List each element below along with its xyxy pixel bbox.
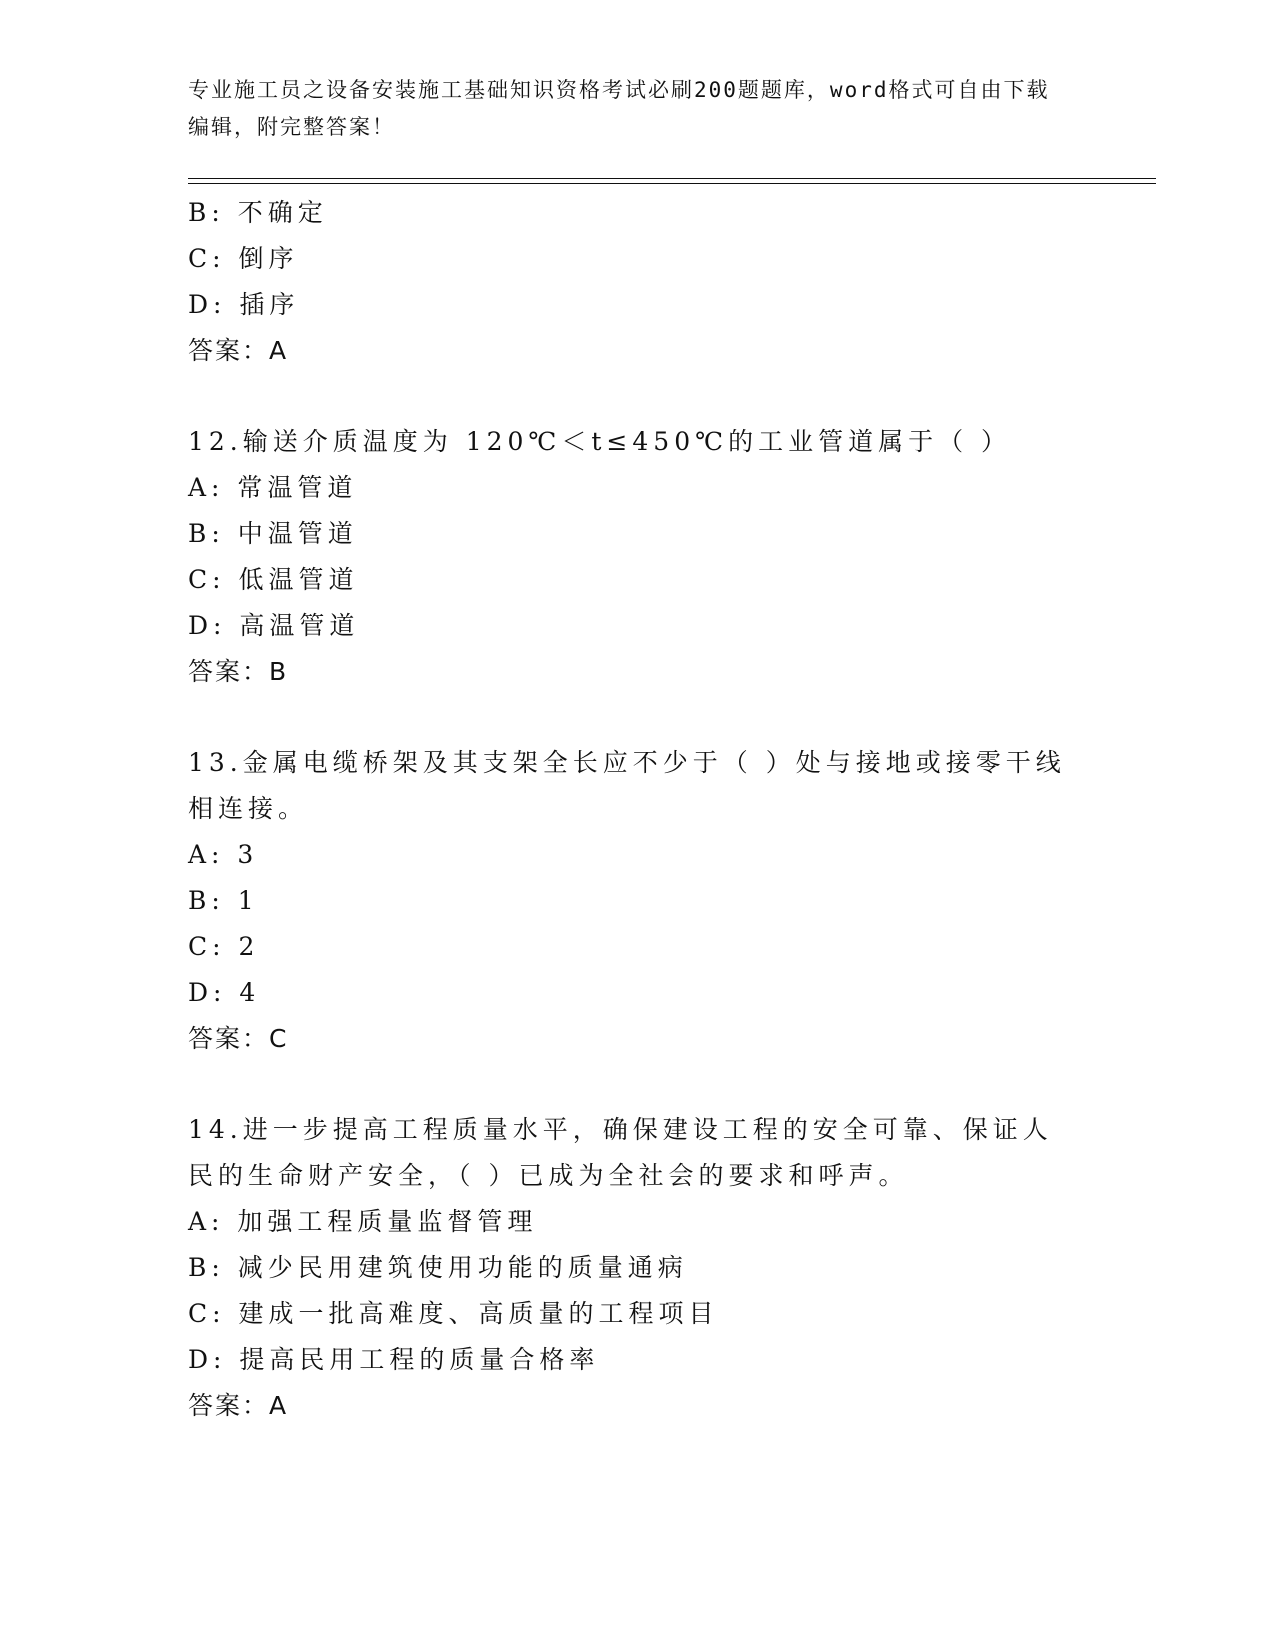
header-divider-top (188, 178, 1156, 179)
question-11-continued (188, 190, 1088, 374)
answer-line: 答案：B (188, 657, 289, 686)
option-a: A: 常温管道 (188, 473, 358, 502)
question-stem: 14.进一步提高工程质量水平，确保建设工程的安全可靠、保证人民的生命财产安全，（ ）已成为全社会的要求和呼声。 (188, 1115, 1053, 1190)
option-b: B: 中温管道 (188, 519, 358, 548)
answer-line: 答案：C (188, 1024, 289, 1053)
option-d: D: 插序 (188, 290, 300, 319)
option-a: A: 加强工程质量监督管理 (188, 1207, 538, 1236)
answer-line: 答案：A (188, 1391, 289, 1420)
header-divider-bottom (188, 183, 1156, 184)
answer-line: 答案：A (188, 336, 289, 365)
question-list (188, 190, 1088, 1429)
question-12 (188, 419, 1088, 695)
option-b: B: 减少民用建筑使用功能的质量通病 (188, 1253, 688, 1282)
option-a: A: 3 (188, 840, 259, 869)
option-c: C: 建成一批高难度、高质量的工程项目 (188, 1299, 719, 1328)
option-b: B: 1 (188, 886, 259, 915)
option-b: B: 不确定 (188, 198, 328, 227)
question-stem: 12.输送介质温度为 120℃＜t≤450℃的工业管道属于（ ） (188, 427, 1012, 456)
option-d: D: 提高民用工程的质量合格率 (188, 1345, 600, 1374)
question-13 (188, 740, 1088, 1062)
question-stem: 13.金属电缆桥架及其支架全长应不少于（ ）处与接地或接零干线相连接。 (188, 748, 1066, 823)
document-header: 专业施工员之设备安装施工基础知识资格考试必刷200题题库，word格式可自由下载编辑，附完整答案！ (188, 78, 1050, 139)
option-c: C: 倒序 (188, 244, 299, 273)
option-d: D: 4 (188, 978, 261, 1007)
option-d: D: 高温管道 (188, 611, 360, 640)
option-c: C: 低温管道 (188, 565, 359, 594)
question-14 (188, 1107, 1088, 1429)
option-c: C: 2 (188, 932, 260, 961)
